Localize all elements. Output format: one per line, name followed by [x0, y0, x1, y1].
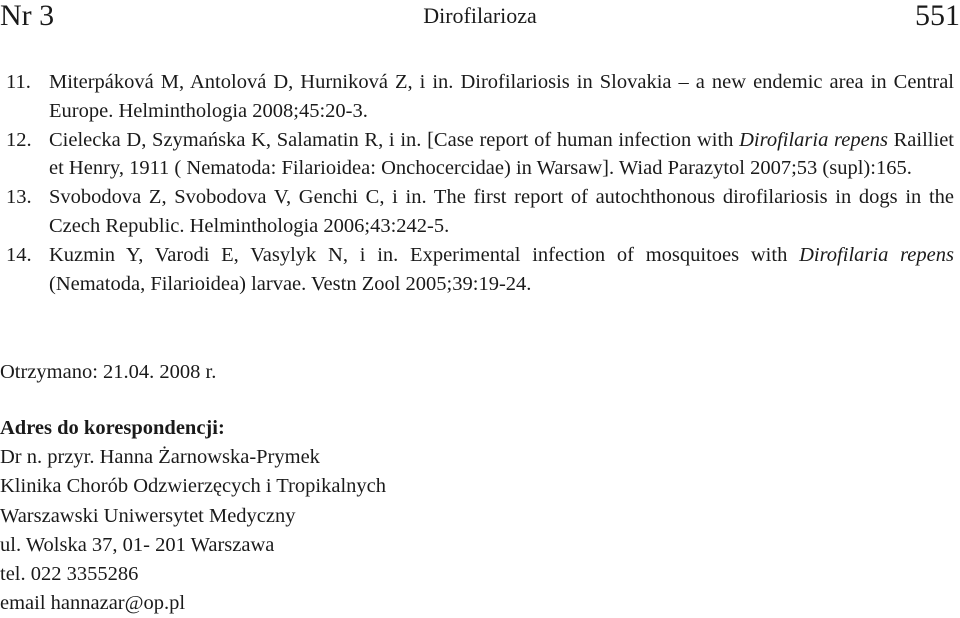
correspondence-address — [0, 414, 386, 618]
reference-text — [49, 241, 954, 299]
reference-segment: Svobodova Z, Svobodova V, Genchi C, i in. The first report of autochthonous dirofilariosis in dogs in the Czech Republic. Helminthologia 2006;43:242-5. — [49, 186, 954, 237]
correspondence-email: email hannazar@op.pl — [0, 592, 186, 615]
reference-number: 13. — [6, 186, 32, 209]
species-name: Dirofilaria repens — [739, 128, 888, 151]
reference-segment: Railliet et Henry, 1911 ( Nematoda: Filarioidea: Onchocercidae) in Warsaw]. Wiad Parazytol 2007;53 (supl):165. — [49, 128, 954, 180]
correspondence-university: Warszawski Uniwersytet Medyczny — [0, 504, 296, 527]
reference-text — [49, 183, 954, 241]
page-header — [0, 0, 960, 40]
reference-item — [0, 183, 954, 241]
reference-segment: Kuzmin Y, Varodi E, Vasylyk N, i in. Experimental infection of mosquitoes with — [49, 243, 800, 266]
reference-segment: Cielecka D, Szymańska K, Salamatin R, i in. [Case report of human infection with — [49, 128, 740, 151]
reference-text — [49, 68, 954, 126]
page-number: 551 — [915, 0, 960, 32]
correspondence-phone: tel. 022 3355286 — [0, 563, 139, 586]
reference-segment: (Nematoda, Filarioidea) larvae. Vestn Zool 2005;39:19-24. — [49, 272, 532, 295]
correspondence-street: ul. Wolska 37, 01- 201 Warszawa — [0, 533, 275, 556]
reference-number: 12. — [6, 128, 32, 151]
reference-number: 11. — [6, 71, 31, 93]
reference-number: 14. — [6, 243, 32, 266]
reference-item — [0, 241, 954, 299]
reference-text — [49, 126, 954, 184]
species-name: Dirofilaria repens — [799, 243, 954, 266]
reference-list — [0, 68, 954, 298]
running-title: Dirofilarioza — [423, 3, 537, 28]
reference-segment: Miterpáková M, Antolová D, Hurniková Z, i in. Dirofilariosis in Slovakia – a new endemic area in Central Europe. Helminthologia 2008;45:20-3. — [49, 71, 954, 122]
correspondence-institution: Klinika Chorób Odzwierzęcych i Tropikalnych — [0, 475, 387, 498]
correspondence-name: Dr n. przyr. Hanna Żarnowska-Prymek — [0, 446, 320, 469]
received-date: Otrzymano: 21.04. 2008 r. — [0, 361, 217, 383]
issue-number: Nr 3 — [0, 0, 55, 32]
reference-item — [0, 68, 954, 126]
reference-item — [0, 126, 954, 184]
correspondence-title: Adres do korespondencji: — [0, 417, 225, 439]
